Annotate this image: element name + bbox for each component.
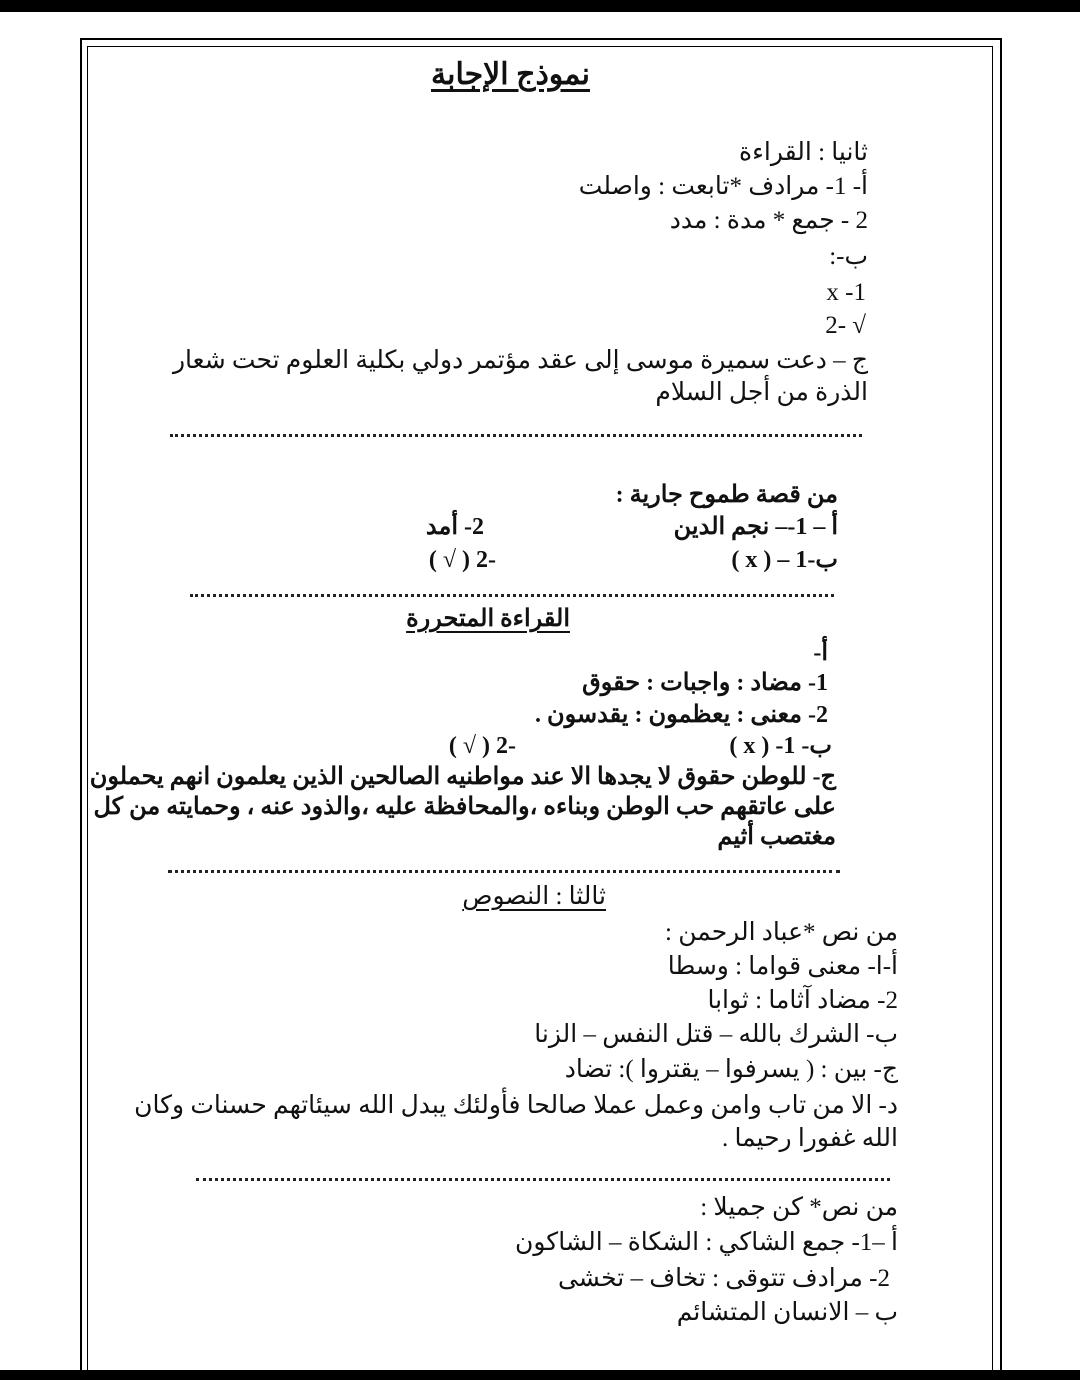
reading-c-line2: الذرة من أجل السلام bbox=[655, 379, 868, 406]
free-reading-c-line1: ج- للوطن حقوق لا يجدها الا عند مواطنيه الصالحين الذين يعلمون انهم يحملون bbox=[89, 764, 836, 790]
story-b-right: ب-1 – ( x ) bbox=[731, 547, 838, 573]
free-reading-c-line3: مغتصب أثيم bbox=[717, 824, 836, 850]
kun-heading: من نص* كن جميلا : bbox=[700, 1194, 898, 1221]
reading-b-label: ب-: bbox=[829, 243, 868, 270]
free-reading-b-right: ب- 1- ( x ) bbox=[729, 733, 832, 759]
kun-a1: أ –1- جمع الشاكي : الشكاة – الشاكون bbox=[515, 1229, 898, 1256]
reading-a2: 2 - جمع * مدة : مدد bbox=[669, 207, 868, 234]
kun-a2: 2- مرادف تتوقى : تخاف – تخشى bbox=[557, 1265, 890, 1292]
free-reading-b-left: -2 ( √ ) bbox=[448, 733, 516, 759]
story-b-left: -2 ( √ ) bbox=[428, 547, 496, 573]
free-reading-a2: 2- معنى : يعظمون : يقدسون . bbox=[534, 702, 828, 728]
story-a-left: 2- أمد bbox=[425, 514, 484, 540]
ibad-a1: أ-ا- معنى قواما : وسطا bbox=[667, 953, 898, 980]
free-reading-heading: القراءة المتحررة bbox=[406, 606, 570, 632]
reading-a1: أ- 1- مرادف *تابعت : واصلت bbox=[578, 173, 868, 200]
ibad-a2: 2- مضاد آثاما : ثوابا bbox=[707, 987, 898, 1014]
kun-b: ب – الانسان المتشائم bbox=[676, 1299, 898, 1326]
story-a-right: أ – 1-– نجم الدين bbox=[673, 514, 838, 540]
dotted-separator bbox=[170, 434, 862, 437]
reading-heading: ثانيا : القراءة bbox=[739, 139, 868, 166]
reading-b2: √ -2 bbox=[825, 312, 866, 339]
free-reading-a-label: أ- bbox=[813, 640, 828, 666]
dotted-separator bbox=[196, 1178, 890, 1181]
reading-c-line1: ج – دعت سميرة موسى إلى عقد مؤتمر دولي بكلية العلوم تحت شعار bbox=[172, 347, 868, 374]
ibad-c: ج- بين : ( يسرفوا – يقتروا ): تضاد bbox=[564, 1056, 898, 1083]
reading-b1: x -1 bbox=[826, 279, 866, 306]
texts-heading: ثالثا : النصوص bbox=[462, 883, 606, 910]
free-reading-c-line2: على عاتقهم حب الوطن وبناءه ،والمحافظة عليه ،والذود عنه ، وحمايته من كل bbox=[93, 794, 836, 820]
ibad-d-line2: الله غفورا رحيما . bbox=[721, 1125, 898, 1152]
ibad-b: ب- الشرك بالله – قتل النفس – الزنا bbox=[534, 1021, 898, 1048]
story-heading: من قصة طموح جارية : bbox=[615, 482, 838, 508]
free-reading-a1: 1- مضاد : واجبات : حقوق bbox=[582, 670, 828, 696]
dotted-separator bbox=[190, 594, 834, 597]
page-title: نموذج الإجابة bbox=[431, 58, 590, 91]
ibad-d-line1: د- الا من تاب وامن وعمل عملا صالحا فأولئك يبدل الله سيئاتهم حسنات وكان bbox=[134, 1092, 898, 1119]
dotted-separator bbox=[168, 870, 840, 873]
ibad-heading: من نص *عباد الرحمن : bbox=[665, 919, 898, 946]
